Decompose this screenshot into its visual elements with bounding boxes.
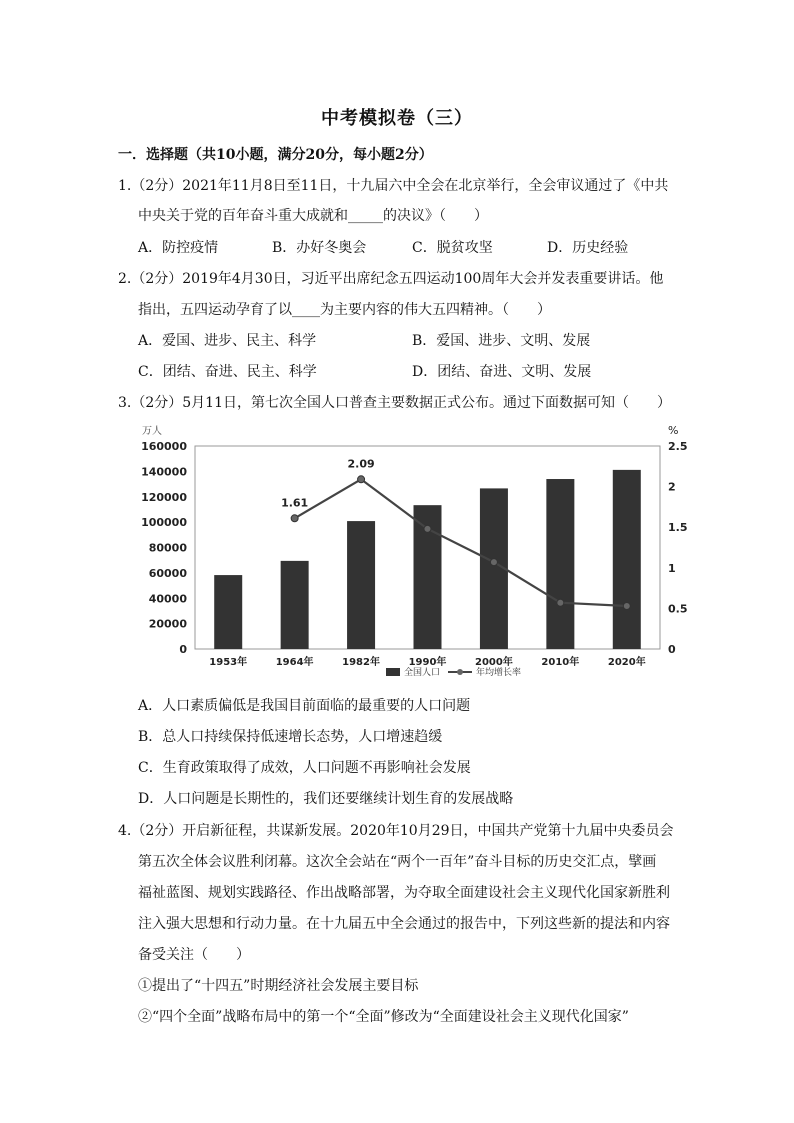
population-bar	[281, 561, 309, 649]
right-axis-unit: %	[668, 424, 679, 437]
right-tick-label: 0.5	[668, 602, 688, 616]
population-bar	[214, 575, 242, 649]
population-bar	[613, 470, 641, 649]
section-heading: 一．选择题（共10小题，满分20分，每小题2分）	[118, 147, 433, 163]
q3-option-d[interactable]: D．人口问题是长期性的，我们还要继续计划生育的发展战略	[138, 791, 514, 807]
left-tick-label: 40000	[148, 592, 187, 606]
q4-stem-line2: 第五次全体会议胜利闭幕。这次全会站在“两个一百年”奋斗目标的历史交汇点，擘画	[138, 854, 657, 870]
x-tick-label: 2020年	[607, 657, 646, 668]
left-tick-label: 60000	[148, 566, 187, 580]
q4-stem-line4: 注入强大思想和行动力量。在十九届五中全会通过的报告中，下列这些新的提法和内容	[138, 916, 670, 932]
q2-option-a[interactable]: A．爱国、进步、民主、科学	[138, 333, 317, 349]
q1-stem-line2: 中央关于党的百年奋斗重大成就和_____的决议》（ ）	[138, 208, 488, 224]
growth-rate-line	[295, 479, 627, 606]
q1-stem-line1: 1.（2分）2021年11月8日至11日，十九届六中全会在北京举行，全会审议通过了《中共	[118, 178, 669, 194]
q1-option-c[interactable]: C．脱贫攻坚	[412, 240, 493, 256]
legend-bar-swatch	[386, 668, 400, 676]
right-tick-label: 0	[668, 643, 676, 656]
left-tick-label: 100000	[141, 516, 187, 530]
growth-rate-point	[358, 476, 365, 483]
right-tick-label: 2	[668, 480, 676, 494]
growth-rate-point	[291, 515, 298, 522]
q1-option-b[interactable]: B．办好冬奥会	[272, 240, 367, 256]
q4-stem-line5: 备受关注（ ）	[138, 947, 250, 963]
left-tick-label: 0	[179, 643, 187, 656]
x-tick-label: 1990年	[408, 657, 447, 668]
right-tick-label: 1	[668, 561, 676, 575]
legend-label: 全国人口	[404, 668, 441, 678]
legend-line-marker	[457, 669, 463, 675]
x-tick-label: 2010年	[541, 657, 580, 668]
growth-rate-point	[623, 602, 630, 609]
x-tick-label: 2000年	[475, 657, 513, 668]
q1-option-d[interactable]: D．历史经验	[547, 240, 629, 256]
q4-stem-line1: 4.（2分）开启新征程，共谋新发展。2020年10月29日，中国共产党第十九届中央委员会	[118, 823, 674, 839]
growth-rate-point	[490, 559, 497, 566]
population-bar	[546, 479, 574, 649]
q1-option-a[interactable]: A．防控疫情	[138, 240, 219, 256]
x-tick-label: 1982年	[342, 657, 380, 668]
q2-option-d[interactable]: D．团结、奋进、文明、发展	[412, 364, 592, 380]
right-tick-label: 2.5	[668, 440, 688, 453]
data-label: 2.09	[347, 457, 375, 471]
q2-option-c[interactable]: C．团结、奋进、民主、科学	[138, 364, 317, 380]
left-tick-label: 140000	[141, 465, 187, 479]
q3-option-c[interactable]: C．生育政策取得了成效，人口问题不再影响社会发展	[138, 760, 471, 776]
q4-item-2: ②“四个全面”战略布局中的第一个“全面”修改为“全面建设社会主义现代化国家”	[138, 1009, 629, 1025]
q3-option-a[interactable]: A．人口素质偏低是我国目前面临的最重要的人口问题	[138, 698, 471, 714]
page-title: 中考模拟卷（三）	[321, 108, 473, 129]
left-tick-label: 80000	[148, 541, 187, 555]
q2-option-b[interactable]: B．爱国、进步、文明、发展	[412, 333, 591, 349]
q3-option-b[interactable]: B．总人口持续保持低速增长态势，人口增速趋缓	[138, 729, 443, 745]
q3-stem: 3.（2分）5月11日，第七次全国人口普查主要数据正式公布。通过下面数据可知（ ）	[118, 395, 671, 411]
x-tick-label: 1964年	[275, 657, 314, 668]
legend-label: 年均增长率	[476, 668, 522, 678]
q2-stem-line2: 指出，五四运动孕育了以____为主要内容的伟大五四精神。（ ）	[138, 302, 551, 318]
left-axis-unit: 万人	[142, 426, 162, 437]
growth-rate-point	[557, 599, 564, 606]
data-label: 1.61	[281, 496, 309, 510]
left-tick-label: 120000	[141, 490, 187, 504]
right-tick-label: 1.5	[668, 521, 688, 535]
q2-stem-line1: 2.（2分）2019年4月30日，习近平出席纪念五四运动100周年大会并发表重要讲话。他	[118, 271, 664, 287]
population-chart	[118, 418, 688, 688]
left-tick-label: 20000	[148, 617, 187, 631]
left-tick-label: 160000	[141, 440, 187, 453]
growth-rate-point	[424, 525, 431, 532]
q4-item-1: ①提出了“十四五”时期经济社会发展主要目标	[138, 978, 419, 994]
q4-stem-line3: 福祉蓝图、规划实践路径、作出战略部署，为夺取全面建设社会主义现代化国家新胜利	[138, 885, 670, 901]
population-bar	[347, 521, 375, 649]
x-tick-label: 1953年	[209, 657, 248, 668]
